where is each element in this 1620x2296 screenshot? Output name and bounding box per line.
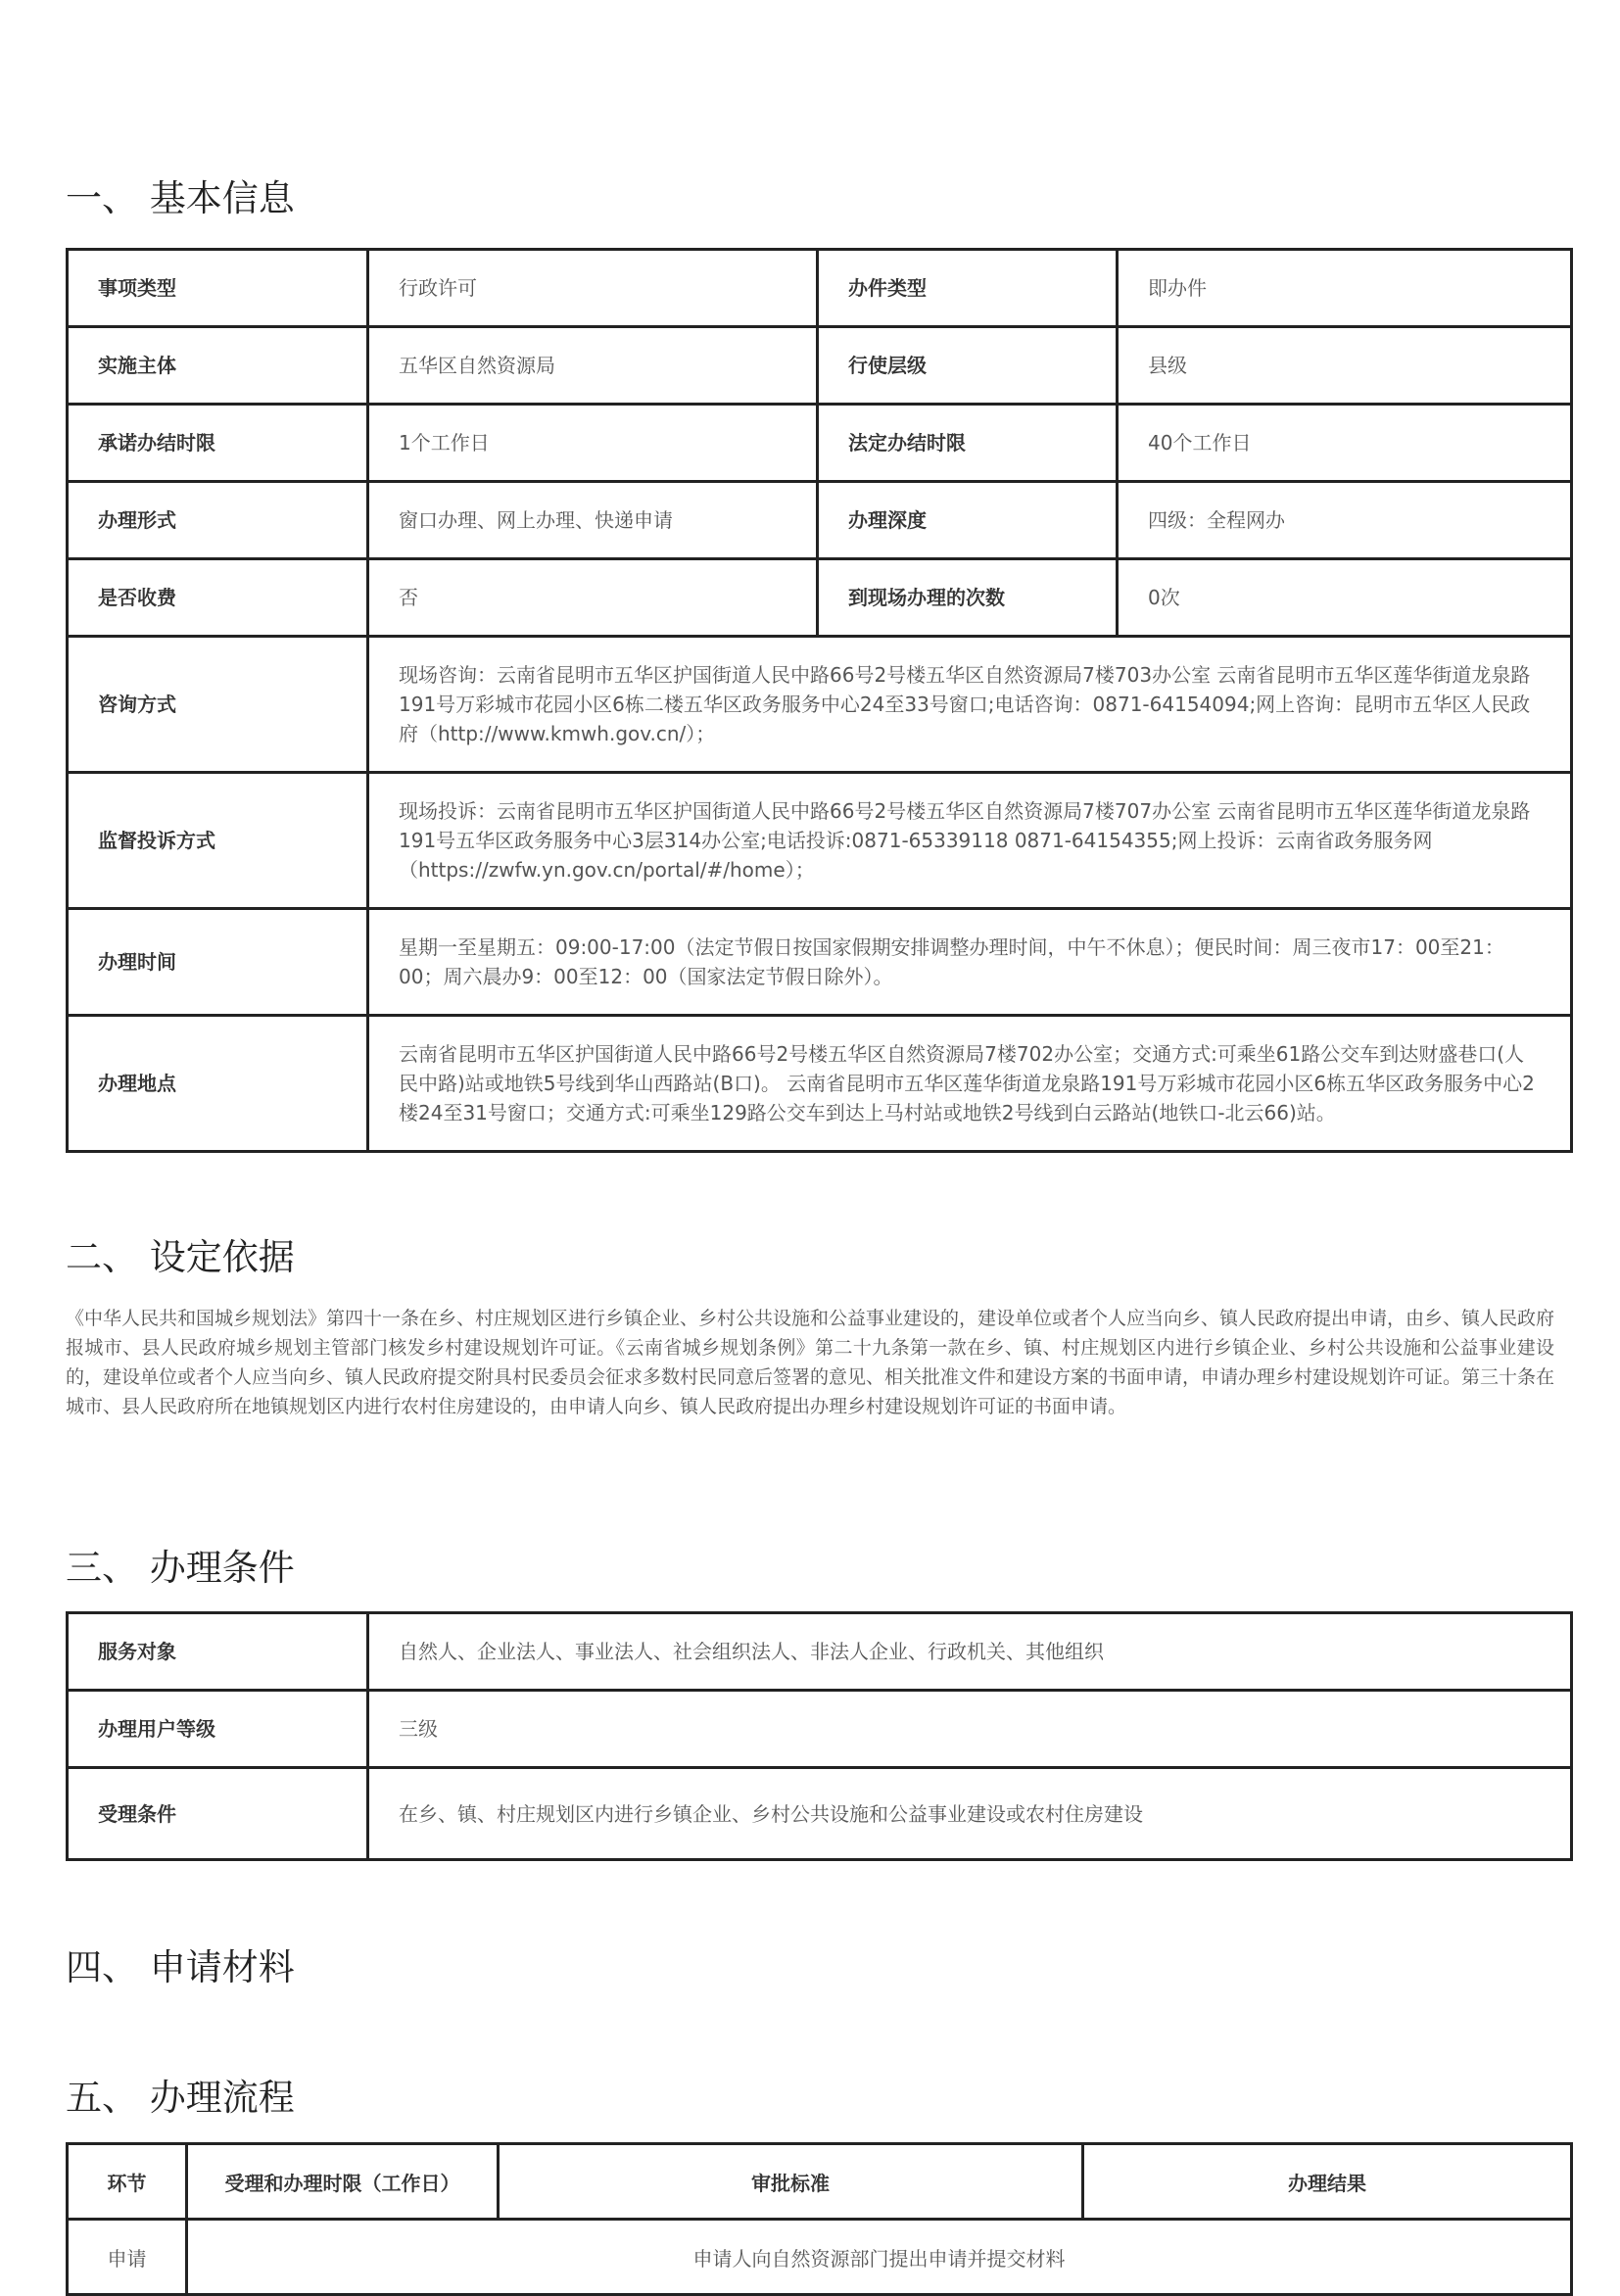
item-type-label: 事项类型	[68, 250, 368, 327]
table-row	[68, 250, 1572, 327]
level-label: 行使层级	[818, 327, 1118, 405]
legal-time-label: 法定办结时限	[818, 405, 1118, 482]
flow-step-apply-desc: 申请人向自然资源部门提出申请并提交材料	[187, 2220, 1572, 2295]
accept-condition-label: 受理条件	[68, 1768, 368, 1860]
level-value: 县级	[1118, 327, 1572, 405]
conditions-table	[66, 1611, 1573, 1861]
user-level-label: 办理用户等级	[68, 1691, 368, 1768]
promise-time-value: 1个工作日	[368, 405, 818, 482]
table-row	[68, 327, 1572, 405]
complain-value: 现场投诉：云南省昆明市五华区护国街道人民中路66号2号楼五华区自然资源局7楼707办公室 云南省昆明市五华区莲华街道龙泉路191号五华区政务服务中心3层314办公室;电话投诉:0871-65339118 0871-64154355;网上投诉：云南省政务服务网（https://zwfw.yn.gov.cn/portal/#/home）；	[368, 773, 1572, 909]
table-row	[68, 559, 1572, 637]
office-hours-value: 星期一至星期五：09:00-17:00（法定节假日按国家假期安排调整办理时间，中午不休息）；便民时间：周三夜市17：00至21：00；周六晨办9：00至12：00（国家法定节假日除外）。	[368, 909, 1572, 1016]
handle-form-label: 办理形式	[68, 482, 368, 559]
basic-info-table	[66, 248, 1573, 1153]
handle-type-value: 即办件	[1118, 250, 1572, 327]
office-hours-label: 办理时间	[68, 909, 368, 1016]
consult-label: 咨询方式	[68, 637, 368, 773]
table-header-row	[68, 2144, 1572, 2220]
fee-label: 是否收费	[68, 559, 368, 637]
flow-step-apply: 申请	[68, 2220, 187, 2295]
section-title-basic-info: 一、 基本信息	[66, 177, 295, 219]
complain-label: 监督投诉方式	[68, 773, 368, 909]
col-header-standard: 审批标准	[499, 2144, 1083, 2220]
col-header-time-limit: 受理和办理时限（工作日）	[187, 2144, 499, 2220]
visits-label: 到现场办理的次数	[818, 559, 1118, 637]
section-title-basis: 二、 设定依据	[66, 1236, 295, 1278]
service-target-label: 服务对象	[68, 1613, 368, 1691]
table-row	[68, 773, 1572, 909]
table-row	[68, 1613, 1572, 1691]
flow-table	[66, 2142, 1573, 2296]
service-target-value: 自然人、企业法人、事业法人、社会组织法人、非法人企业、行政机关、其他组织	[368, 1613, 1572, 1691]
fee-value: 否	[368, 559, 818, 637]
promise-time-label: 承诺办结时限	[68, 405, 368, 482]
office-place-label: 办理地点	[68, 1016, 368, 1152]
office-place-value: 云南省昆明市五华区护国街道人民中路66号2号楼五华区自然资源局7楼702办公室；交通方式:可乘坐61路公交车到达财盛巷口(人民中路)站或地铁5号线到华山西路站(B口)。 云南省昆明市五华区莲华街道龙泉路191号万彩城市花园小区6栋五华区政务服务中心2楼24至31号窗口；交通方式:可乘坐129路公交车到达上马村站或地铁2号线到白云路站(地铁口-北云66)站。	[368, 1016, 1572, 1152]
table-row	[68, 1691, 1572, 1768]
consult-value: 现场咨询：云南省昆明市五华区护国街道人民中路66号2号楼五华区自然资源局7楼703办公室 云南省昆明市五华区莲华街道龙泉路191号万彩城市花园小区6栋二楼五华区政务服务中心24至33号窗口;电话咨询：0871-64154094;网上咨询：昆明市五华区人民政府（http://www.kmwh.gov.cn/）；	[368, 637, 1572, 773]
accept-condition-value: 在乡、镇、村庄规划区内进行乡镇企业、乡村公共设施和公益事业建设或农村住房建设	[368, 1768, 1572, 1860]
section-title-materials: 四、 申请材料	[66, 1946, 295, 1988]
section-title-conditions: 三、 办理条件	[66, 1547, 295, 1589]
table-row	[68, 482, 1572, 559]
user-level-value: 三级	[368, 1691, 1572, 1768]
col-header-step: 环节	[68, 2144, 187, 2220]
handle-type-label: 办件类型	[818, 250, 1118, 327]
table-row	[68, 1016, 1572, 1152]
table-row	[68, 405, 1572, 482]
table-row	[68, 909, 1572, 1016]
legal-time-value: 40个工作日	[1118, 405, 1572, 482]
col-header-result: 办理结果	[1083, 2144, 1572, 2220]
basis-paragraph: 《中华人民共和国城乡规划法》第四十一条在乡、村庄规划区进行乡镇企业、乡村公共设施和公益事业建设的，建设单位或者个人应当向乡、镇人民政府提出申请，由乡、镇人民政府报城市、县人民政府城乡规划主管部门核发乡村建设规划许可证。《云南省城乡规划条例》第二十九条第一款在乡、镇、村庄规划区内进行乡镇企业、乡村公共设施和公益事业建设的，建设单位或者个人应当向乡、镇人民政府提交附具村民委员会征求多数村民同意后签署的意见、相关批准文件和建设方案的书面申请，申请办理乡村建设规划许可证。第三十条在城市、县人民政府所在地镇规划区内进行农村住房建设的，由申请人向乡、镇人民政府提出办理乡村建设规划许可证的书面申请。	[66, 1308, 1555, 1417]
item-type-value: 行政许可	[368, 250, 818, 327]
section-title-flow: 五、 办理流程	[66, 2077, 295, 2119]
handle-form-value: 窗口办理、网上办理、快递申请	[368, 482, 818, 559]
subject-value: 五华区自然资源局	[368, 327, 818, 405]
handle-depth-value: 四级：全程网办	[1118, 482, 1572, 559]
visits-value: 0次	[1118, 559, 1572, 637]
table-row	[68, 637, 1572, 773]
handle-depth-label: 办理深度	[818, 482, 1118, 559]
subject-label: 实施主体	[68, 327, 368, 405]
table-row	[68, 1768, 1572, 1860]
table-row	[68, 2220, 1572, 2295]
